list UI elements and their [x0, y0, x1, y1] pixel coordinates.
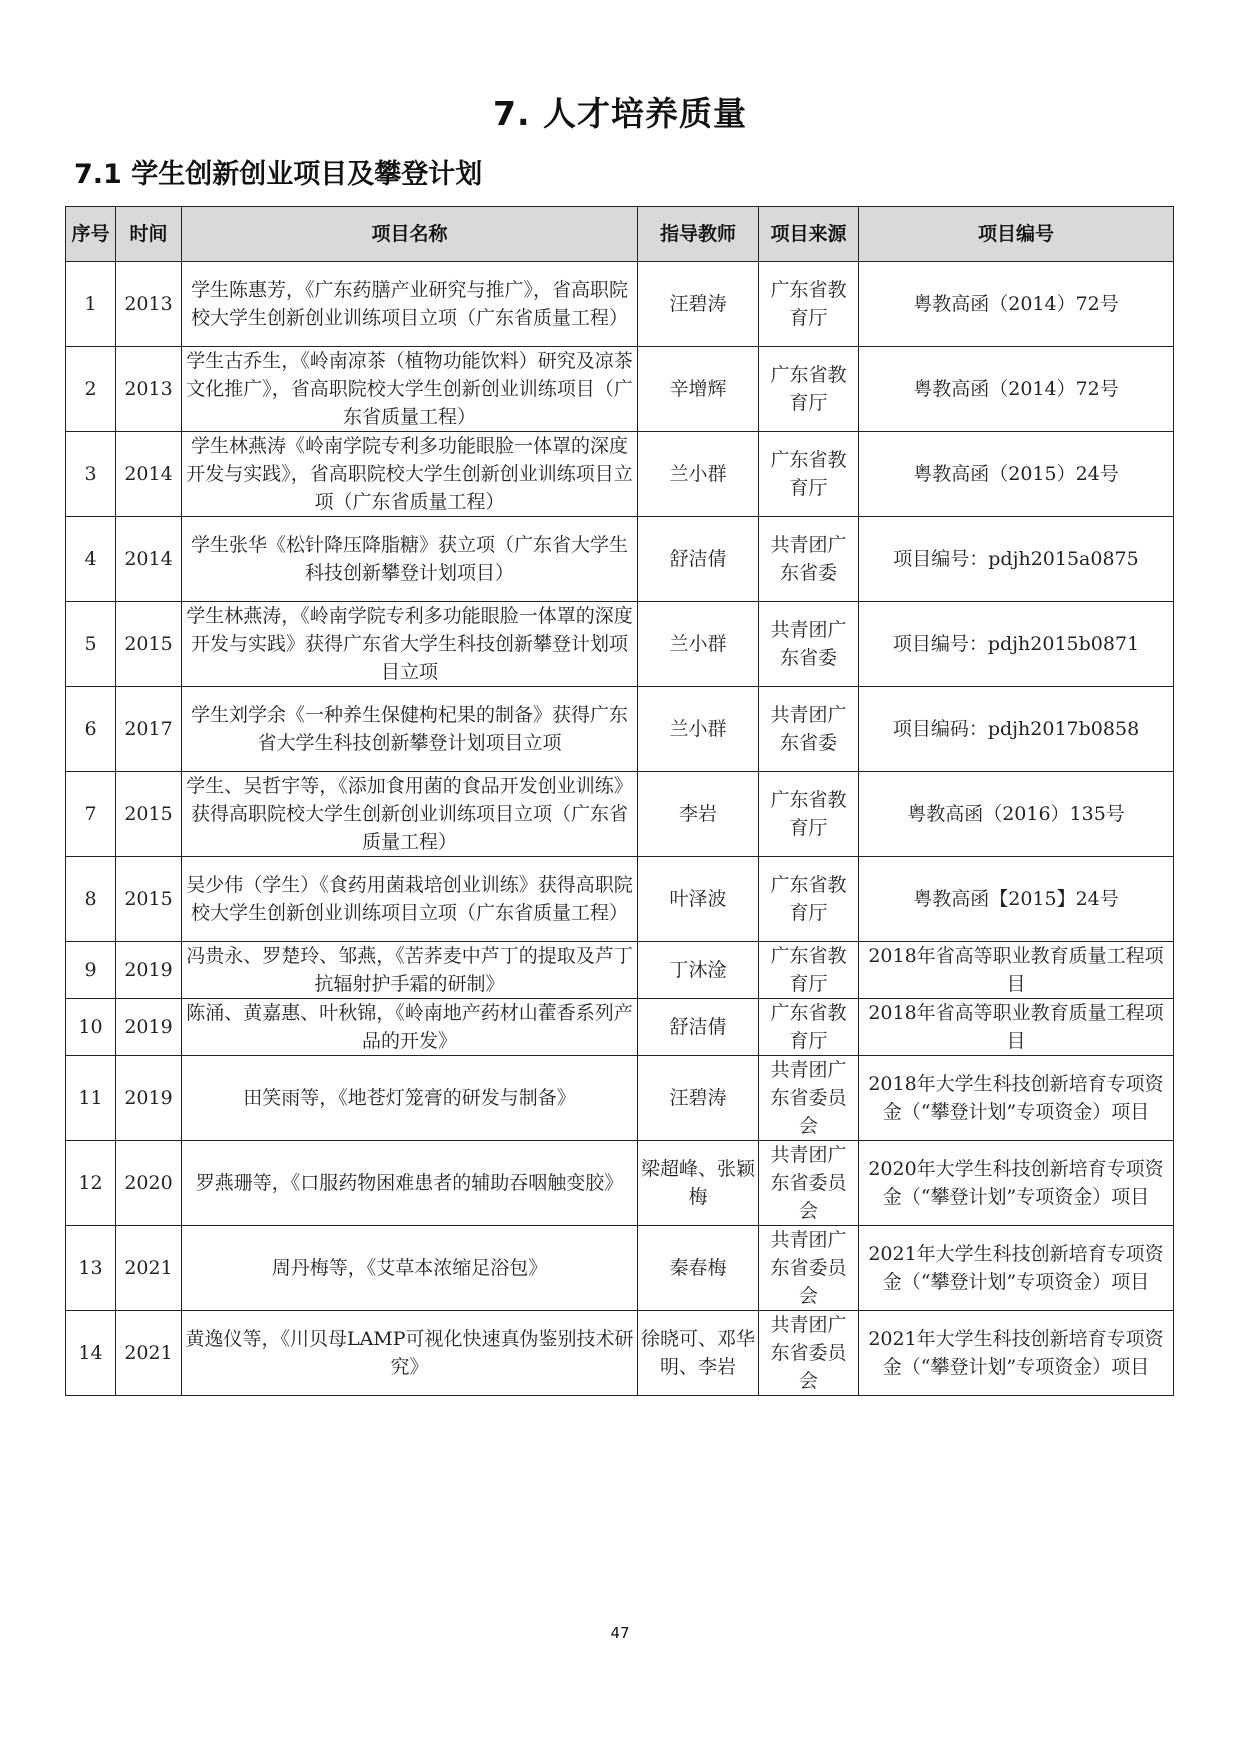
cell-teacher: 丁沐淦 [638, 942, 759, 999]
cell-year: 2015 [116, 857, 182, 942]
cell-name: 学生刘学余《一种养生保健枸杞果的制备》获得广东省大学生科技创新攀登计划项目立项 [182, 687, 638, 772]
cell-code: 粤教高函（2015）24号 [859, 432, 1174, 517]
cell-no: 7 [66, 772, 116, 857]
cell-source: 共青团广东省委员会 [759, 1141, 859, 1226]
cell-code: 项目编号：pdjh2015a0875 [859, 517, 1174, 602]
cell-teacher: 兰小群 [638, 687, 759, 772]
cell-no: 1 [66, 262, 116, 347]
table-row [66, 602, 1174, 687]
cell-name: 陈涌、黄嘉惠、叶秋锦，《岭南地产药材山藿香系列产品的开发》 [182, 999, 638, 1056]
cell-code: 粤教高函【2015】24号 [859, 857, 1174, 942]
cell-no: 9 [66, 942, 116, 999]
cell-name: 周丹梅等，《艾草本浓缩足浴包》 [182, 1226, 638, 1311]
table-row [66, 1226, 1174, 1311]
cell-name: 学生古乔生，《岭南凉茶（植物功能饮料）研究及凉茶文化推广》，省高职院校大学生创新创业训练项目（广东省质量工程） [182, 347, 638, 432]
cell-year: 2021 [116, 1311, 182, 1396]
cell-source: 共青团广东省委 [759, 517, 859, 602]
cell-year: 2020 [116, 1141, 182, 1226]
cell-source: 广东省教育厅 [759, 347, 859, 432]
table-row [66, 1141, 1174, 1226]
header-year: 时间 [116, 207, 182, 262]
cell-name: 学生张华《松针降压降脂糖》获立项（广东省大学生科技创新攀登计划项目） [182, 517, 638, 602]
cell-no: 8 [66, 857, 116, 942]
cell-code: 2018年省高等职业教育质量工程项目 [859, 942, 1174, 999]
cell-teacher: 叶泽波 [638, 857, 759, 942]
cell-code: 项目编号：pdjh2015b0871 [859, 602, 1174, 687]
cell-source: 共青团广东省委员会 [759, 1226, 859, 1311]
cell-source: 广东省教育厅 [759, 772, 859, 857]
cell-year: 2019 [116, 1056, 182, 1141]
cell-teacher: 汪碧涛 [638, 262, 759, 347]
cell-year: 2021 [116, 1226, 182, 1311]
table-row [66, 517, 1174, 602]
cell-name: 学生林燕涛《岭南学院专利多功能眼脸一体罩的深度开发与实践》，省高职院校大学生创新创业训练项目立项（广东省质量工程） [182, 432, 638, 517]
cell-no: 2 [66, 347, 116, 432]
table-row [66, 999, 1174, 1056]
cell-name: 田笑雨等，《地苍灯笼膏的研发与制备》 [182, 1056, 638, 1141]
header-name: 项目名称 [182, 207, 638, 262]
cell-teacher: 兰小群 [638, 602, 759, 687]
cell-year: 2015 [116, 602, 182, 687]
cell-year: 2013 [116, 262, 182, 347]
cell-no: 14 [66, 1311, 116, 1396]
header-no: 序号 [66, 207, 116, 262]
cell-year: 2019 [116, 942, 182, 999]
table-row [66, 857, 1174, 942]
cell-no: 13 [66, 1226, 116, 1311]
cell-name: 黄逸仪等，《川贝母LAMP可视化快速真伪鉴别技术研究》 [182, 1311, 638, 1396]
cell-year: 2015 [116, 772, 182, 857]
cell-name: 吴少伟（学生）《食药用菌栽培创业训练》获得高职院校大学生创新创业训练项目立项（广东省质量工程） [182, 857, 638, 942]
cell-no: 5 [66, 602, 116, 687]
cell-no: 6 [66, 687, 116, 772]
cell-name: 学生林燕涛，《岭南学院专利多功能眼脸一体罩的深度开发与实践》获得广东省大学生科技创新攀登计划项目立项 [182, 602, 638, 687]
cell-name: 学生陈惠芳，《广东药膳产业研究与推广》，省高职院校大学生创新创业训练项目立项（广东省质量工程） [182, 262, 638, 347]
table-header-row [66, 207, 1174, 262]
cell-year: 2019 [116, 999, 182, 1056]
cell-no: 4 [66, 517, 116, 602]
cell-teacher: 汪碧涛 [638, 1056, 759, 1141]
table-row [66, 262, 1174, 347]
cell-code: 2018年大学生科技创新培育专项资金（“攀登计划”专项资金）项目 [859, 1056, 1174, 1141]
cell-no: 12 [66, 1141, 116, 1226]
cell-teacher: 梁超峰、张颖梅 [638, 1141, 759, 1226]
header-code: 项目编号 [859, 207, 1174, 262]
table-row [66, 772, 1174, 857]
header-teacher: 指导教师 [638, 207, 759, 262]
cell-code: 2021年大学生科技创新培育专项资金（“攀登计划”专项资金）项目 [859, 1311, 1174, 1396]
cell-source: 共青团广东省委员会 [759, 1311, 859, 1396]
cell-source: 广东省教育厅 [759, 857, 859, 942]
cell-source: 广东省教育厅 [759, 999, 859, 1056]
cell-source: 共青团广东省委 [759, 602, 859, 687]
cell-code: 粤教高函（2016）135号 [859, 772, 1174, 857]
cell-teacher: 李岩 [638, 772, 759, 857]
cell-no: 3 [66, 432, 116, 517]
cell-source: 共青团广东省委 [759, 687, 859, 772]
cell-name: 学生、吴哲宇等，《添加食用菌的食品开发创业训练》获得高职院校大学生创新创业训练项目立项（广东省质量工程） [182, 772, 638, 857]
cell-no: 11 [66, 1056, 116, 1141]
section-title: 7.1 学生创新创业项目及攀登计划 [74, 159, 483, 190]
cell-code: 项目编码：pdjh2017b0858 [859, 687, 1174, 772]
cell-year: 2014 [116, 432, 182, 517]
cell-year: 2013 [116, 347, 182, 432]
project-table [65, 206, 1174, 1396]
cell-no: 10 [66, 999, 116, 1056]
header-source: 项目来源 [759, 207, 859, 262]
cell-teacher: 徐晓可、邓华明、李岩 [638, 1311, 759, 1396]
cell-code: 粤教高函（2014）72号 [859, 262, 1174, 347]
cell-teacher: 舒洁倩 [638, 517, 759, 602]
page-number: 47 [610, 1624, 630, 1642]
cell-source: 广东省教育厅 [759, 262, 859, 347]
cell-year: 2017 [116, 687, 182, 772]
table-row [66, 1311, 1174, 1396]
table-row [66, 432, 1174, 517]
cell-code: 粤教高函（2014）72号 [859, 347, 1174, 432]
cell-source: 广东省教育厅 [759, 942, 859, 999]
cell-code: 2021年大学生科技创新培育专项资金（“攀登计划”专项资金）项目 [859, 1226, 1174, 1311]
cell-teacher: 舒洁倩 [638, 999, 759, 1056]
cell-teacher: 兰小群 [638, 432, 759, 517]
table-row [66, 942, 1174, 999]
table-row [66, 347, 1174, 432]
cell-code: 2018年省高等职业教育质量工程项目 [859, 999, 1174, 1056]
cell-teacher: 辛增辉 [638, 347, 759, 432]
cell-name: 罗燕珊等，《口服药物困难患者的辅助吞咽触变胶》 [182, 1141, 638, 1226]
cell-year: 2014 [116, 517, 182, 602]
cell-source: 广东省教育厅 [759, 432, 859, 517]
table-row [66, 1056, 1174, 1141]
cell-teacher: 秦春梅 [638, 1226, 759, 1311]
cell-source: 共青团广东省委员会 [759, 1056, 859, 1141]
cell-name: 冯贵永、罗楚玲、邹燕，《苦荞麦中芦丁的提取及芦丁抗辐射护手霜的研制》 [182, 942, 638, 999]
cell-code: 2020年大学生科技创新培育专项资金（“攀登计划”专项资金）项目 [859, 1141, 1174, 1226]
table-row [66, 687, 1174, 772]
page-title: 7. 人才培养质量 [493, 94, 747, 133]
